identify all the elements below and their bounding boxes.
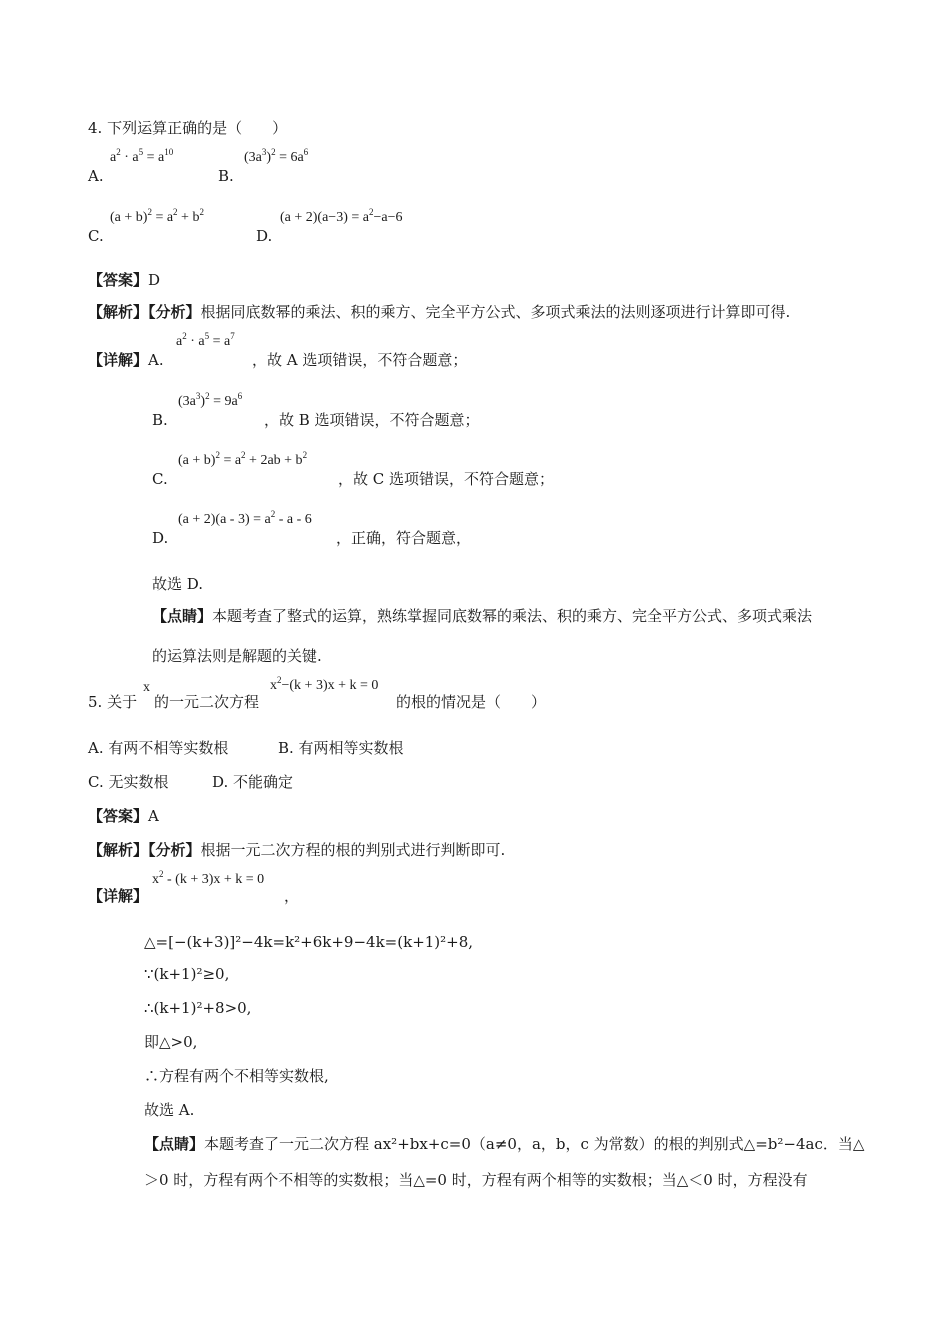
q4-option-c-formula: $(a + b)^2 = a^2 + b^2$ — [110, 207, 204, 225]
q4-stem: 4. 下列运算正确的是（ ） — [88, 119, 288, 137]
q5-stem-equation: $x^2-(k + 3)x + k = 0$ — [270, 675, 379, 693]
q5-detail-equation: $x^2 - (k + 3)x + k = 0$ — [152, 869, 265, 887]
q5-answer: 【答案】A — [88, 807, 159, 825]
q4-detail-c-text: ，故 C 选项错误，不符合题意； — [338, 470, 555, 488]
q5-stem-var-x: x — [143, 680, 150, 695]
q4-option-d-label: D. — [256, 227, 273, 245]
q4-comment-line2: 的运算法则是解题的关键. — [152, 647, 322, 665]
q5-stem-mid: 的一元二次方程 — [154, 693, 260, 711]
q4-comment-line1: 【点睛】本题考查了整式的运算，熟练掌握同底数幂的乘法、积的乘方、完全平方公式、多项式乘法 — [152, 607, 813, 625]
q5-stem-suffix: 的根的情况是（ ） — [396, 693, 547, 711]
q4-detail-d-label: D. — [152, 529, 169, 547]
q4-option-d-formula: $(a + 2)(a-3) = a^2-a-6$ — [280, 207, 403, 225]
q5-option-a: A. 有两不相等实数根 — [88, 739, 229, 757]
q4-detail-b-label: B. — [152, 411, 168, 429]
q5-analysis: 【解析】【分析】根据一元二次方程的根的判别式进行判断即可. — [88, 841, 506, 859]
q5-option-d: D. 不能确定 — [212, 773, 294, 791]
q4-detail-b-formula: $(3a^3)^2 = 9a^6$ — [178, 391, 243, 409]
q4-option-a-formula: $a^2 \cdot a^5 = a^{10}$ — [110, 147, 174, 165]
q4-detail-b-text: ，故 B 选项错误，不符合题意； — [264, 411, 480, 429]
q4-detail-d-text: ，正确，符合题意， — [336, 529, 472, 547]
q4-detail-c-label: C. — [152, 470, 168, 488]
q5-option-c: C. 无实数根 — [88, 773, 169, 791]
q4-option-a-label: A. — [88, 167, 104, 185]
q4-detail-d-formula: $(a + 2)(a - 3) = a^2 - a - 6$ — [178, 509, 312, 527]
q5-stem-prefix: 5. 关于 — [88, 693, 138, 711]
q4-option-b-label: B. — [218, 167, 234, 185]
q5-comment-line2: ＞0 时，方程有两个不相等的实数根；当△=0 时，方程有两个相等的实数根；当△＜0 时，方程没有 — [144, 1171, 808, 1189]
q4-option-b-formula: $(3a^3)^2 = 6a^6$ — [244, 147, 309, 165]
q5-step1: △=[−(k+3)]²−4k=k²+6k+9−4k=(k+1)²+8, — [144, 933, 474, 951]
q4-choose: 故选 D. — [152, 575, 204, 593]
q5-comment-line1: 【点睛】本题考查了一元二次方程 ax²+bx+c=0（a≠0，a，b，c 为常数）的根的判别式△=b²−4ac．当△ — [144, 1135, 865, 1153]
q5-option-b: B. 有两相等实数根 — [278, 739, 404, 757]
q5-step3: ∴(k+1)²+8>0, — [144, 999, 252, 1017]
q5-choose: 故选 A. — [144, 1101, 195, 1119]
q4-option-c-label: C. — [88, 227, 104, 245]
q5-detail-tag: 【详解】 — [88, 887, 149, 905]
q5-step2: ∵(k+1)²≥0, — [144, 965, 230, 983]
q4-analysis: 【解析】【分析】根据同底数幂的乘法、积的乘方、完全平方公式、多项式乘法的法则逐项进行计算即可得. — [88, 303, 791, 321]
q4-detail-a-text: ，故 A 选项错误，不符合题意； — [252, 351, 468, 369]
q4-detail-a: 【详解】A. — [88, 351, 164, 369]
q4-answer: 【答案】D — [88, 271, 161, 289]
q4-detail-c-formula: $(a + b)^2 = a^2 + 2ab + b^2$ — [178, 450, 308, 468]
q4-detail-a-formula: $a^2 \cdot a^5 = a^7$ — [176, 331, 235, 349]
q5-step5: ∴方程有两个不相等实数根, — [144, 1067, 329, 1085]
q5-detail-comma: ， — [284, 887, 300, 905]
q5-step4: 即△>0, — [144, 1033, 198, 1051]
